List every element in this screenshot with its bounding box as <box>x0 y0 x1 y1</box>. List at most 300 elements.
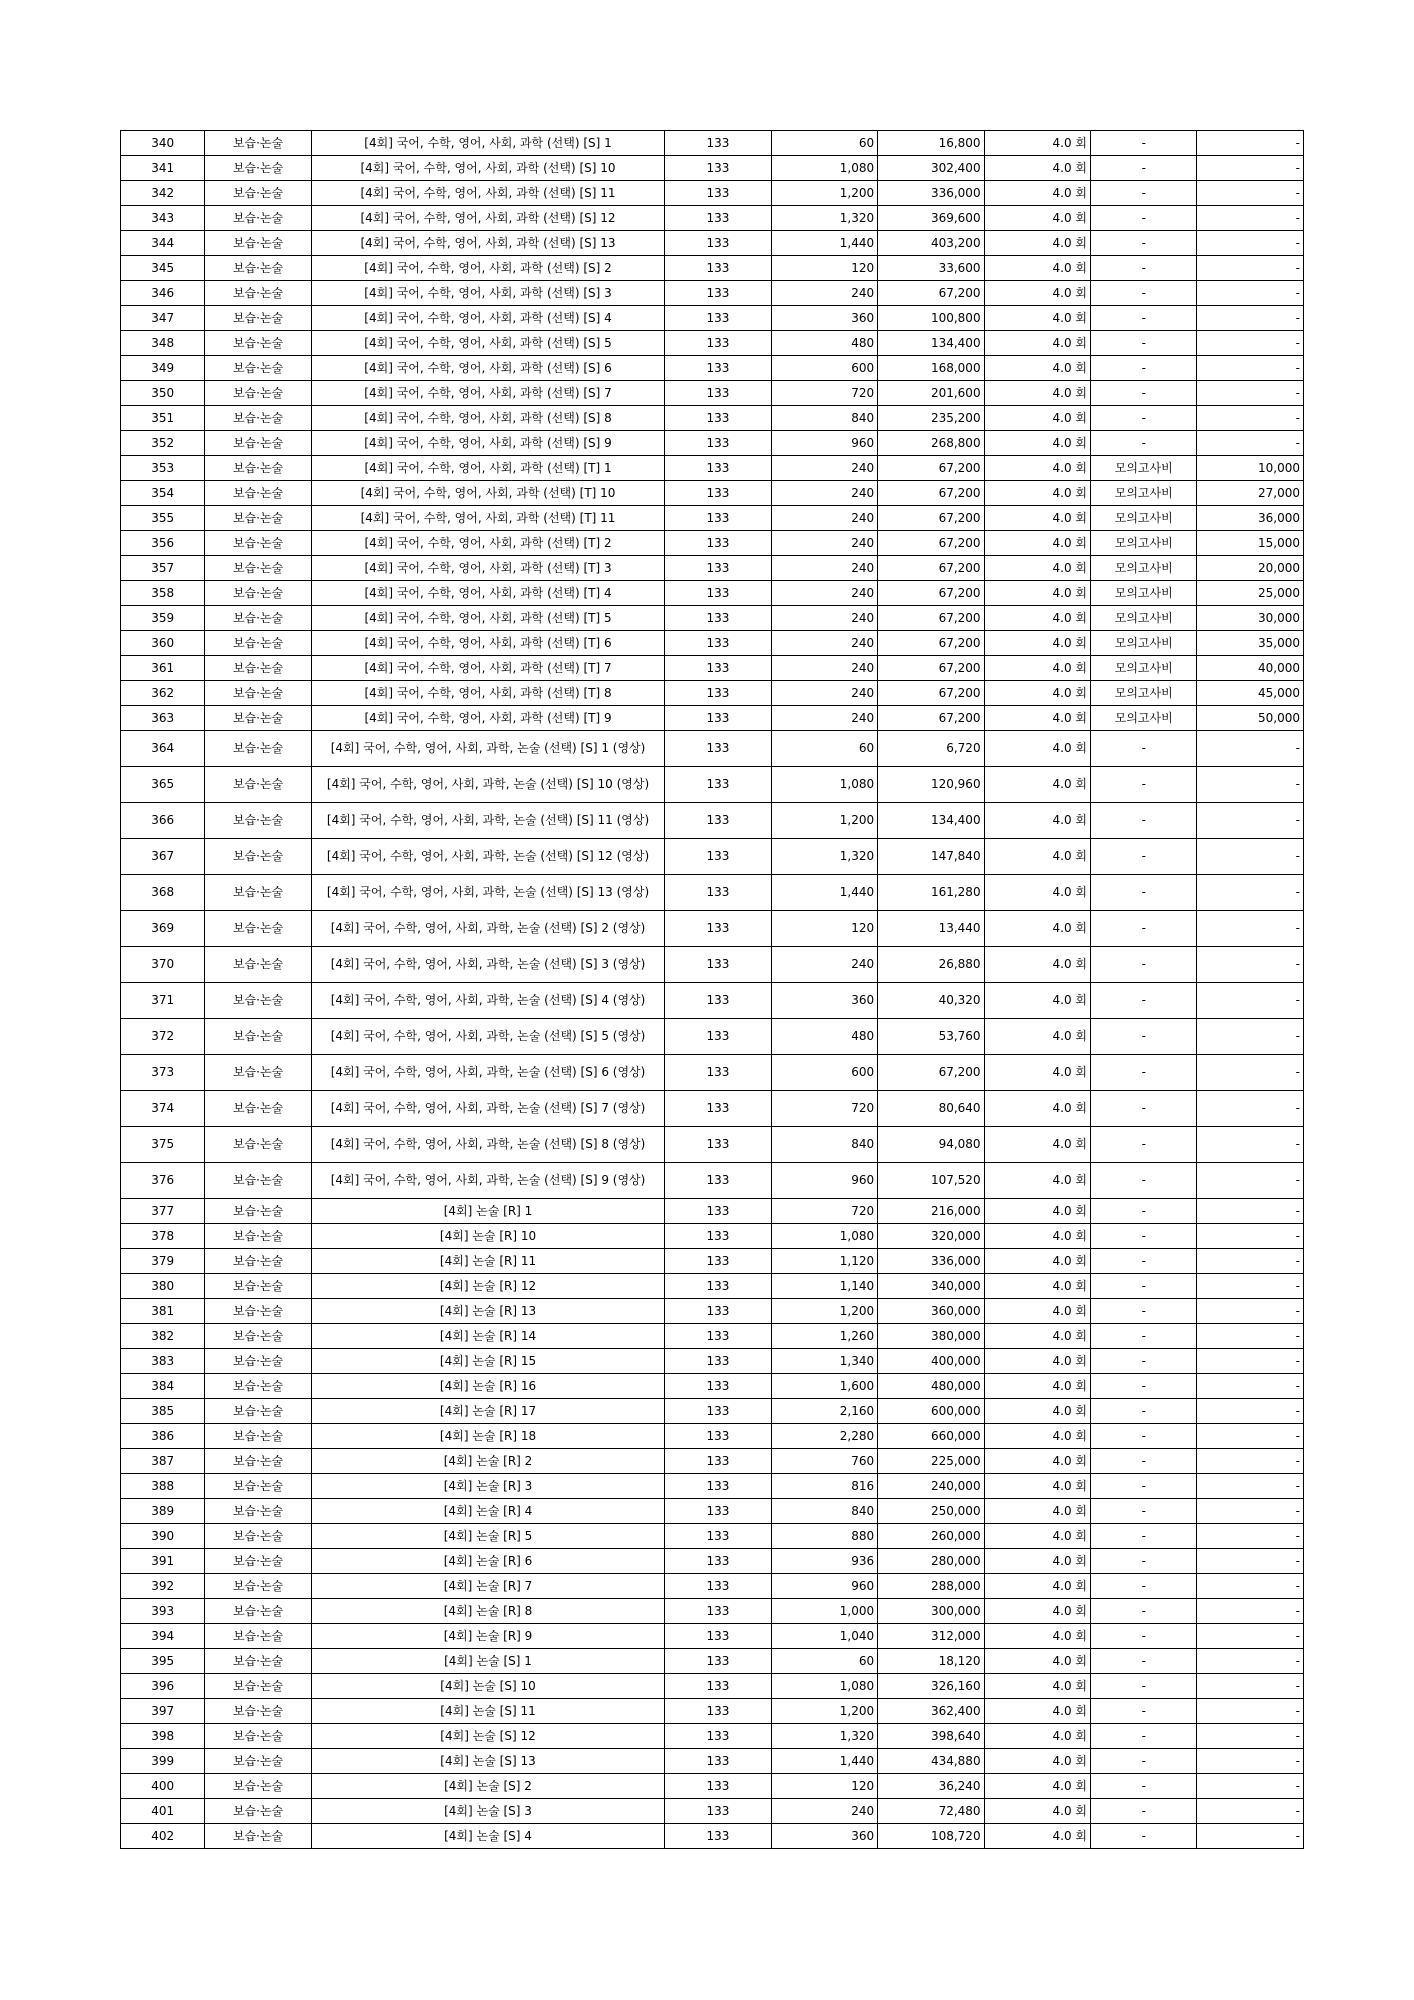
row-number: 401 <box>121 1799 205 1824</box>
course-name-cell: [4회] 논술 [R] 18 <box>311 1424 664 1449</box>
count-cell: 1,600 <box>771 1374 877 1399</box>
extra-fee-amount-cell: 30,000 <box>1197 606 1304 631</box>
sessions-cell: 4.0 회 <box>984 1824 1090 1849</box>
count-cell: 1,200 <box>771 1699 877 1724</box>
sessions-cell: 4.0 회 <box>984 1055 1090 1091</box>
extra-fee-amount-cell: 50,000 <box>1197 706 1304 731</box>
count-cell: 240 <box>771 1799 877 1824</box>
fee-cell: 67,200 <box>878 531 984 556</box>
count-cell: 720 <box>771 381 877 406</box>
table-row <box>121 606 1304 631</box>
instruction-hours-cell: 133 <box>665 181 771 206</box>
instruction-hours-cell: 133 <box>665 1449 771 1474</box>
extra-fee-amount-cell: - <box>1197 381 1304 406</box>
extra-fee-item-cell: - <box>1091 1055 1197 1091</box>
category-cell: 보습·논술 <box>205 767 311 803</box>
row-number: 370 <box>121 947 205 983</box>
category-cell: 보습·논술 <box>205 911 311 947</box>
course-name-cell: [4회] 국어, 수학, 영어, 사회, 과학 (선택) [S] 11 <box>311 181 664 206</box>
fee-cell: 33,600 <box>878 256 984 281</box>
extra-fee-item-cell: - <box>1091 1449 1197 1474</box>
extra-fee-item-cell: - <box>1091 156 1197 181</box>
instruction-hours-cell: 133 <box>665 156 771 181</box>
extra-fee-amount-cell: - <box>1197 281 1304 306</box>
fee-cell: 240,000 <box>878 1474 984 1499</box>
sessions-cell: 4.0 회 <box>984 206 1090 231</box>
row-number: 376 <box>121 1163 205 1199</box>
extra-fee-item-cell: - <box>1091 131 1197 156</box>
count-cell: 840 <box>771 1499 877 1524</box>
table-row <box>121 656 1304 681</box>
fee-cell: 434,880 <box>878 1749 984 1774</box>
extra-fee-item-cell: - <box>1091 983 1197 1019</box>
course-name-cell: [4회] 논술 [S] 3 <box>311 1799 664 1824</box>
course-name-cell: [4회] 논술 [R] 11 <box>311 1249 664 1274</box>
row-number: 384 <box>121 1374 205 1399</box>
fee-cell: 660,000 <box>878 1424 984 1449</box>
course-name-cell: [4회] 논술 [R] 16 <box>311 1374 664 1399</box>
sessions-cell: 4.0 회 <box>984 456 1090 481</box>
row-number: 341 <box>121 156 205 181</box>
extra-fee-amount-cell: - <box>1197 181 1304 206</box>
table-row <box>121 356 1304 381</box>
sessions-cell: 4.0 회 <box>984 947 1090 983</box>
instruction-hours-cell: 133 <box>665 1524 771 1549</box>
category-cell: 보습·논술 <box>205 1574 311 1599</box>
fee-cell: 380,000 <box>878 1324 984 1349</box>
count-cell: 840 <box>771 406 877 431</box>
category-cell: 보습·논술 <box>205 1524 311 1549</box>
instruction-hours-cell: 133 <box>665 911 771 947</box>
row-number: 344 <box>121 231 205 256</box>
course-name-cell: [4회] 국어, 수학, 영어, 사회, 과학 (선택) [S] 13 <box>311 231 664 256</box>
extra-fee-item-cell: 모의고사비 <box>1091 481 1197 506</box>
instruction-hours-cell: 133 <box>665 1163 771 1199</box>
row-number: 351 <box>121 406 205 431</box>
extra-fee-item-cell: - <box>1091 231 1197 256</box>
extra-fee-item-cell: - <box>1091 1599 1197 1624</box>
sessions-cell: 4.0 회 <box>984 1524 1090 1549</box>
row-number: 345 <box>121 256 205 281</box>
extra-fee-amount-cell: - <box>1197 1599 1304 1624</box>
row-number: 373 <box>121 1055 205 1091</box>
sessions-cell: 4.0 회 <box>984 1599 1090 1624</box>
category-cell: 보습·논술 <box>205 656 311 681</box>
instruction-hours-cell: 133 <box>665 1424 771 1449</box>
fee-cell: 67,200 <box>878 481 984 506</box>
row-number: 398 <box>121 1724 205 1749</box>
fee-cell: 360,000 <box>878 1299 984 1324</box>
sessions-cell: 4.0 회 <box>984 1449 1090 1474</box>
row-number: 352 <box>121 431 205 456</box>
course-name-cell: [4회] 논술 [R] 9 <box>311 1624 664 1649</box>
count-cell: 1,200 <box>771 181 877 206</box>
sessions-cell: 4.0 회 <box>984 306 1090 331</box>
extra-fee-item-cell: - <box>1091 1299 1197 1324</box>
extra-fee-item-cell: - <box>1091 1324 1197 1349</box>
instruction-hours-cell: 133 <box>665 1724 771 1749</box>
course-name-cell: [4회] 국어, 수학, 영어, 사회, 과학 (선택) [S] 3 <box>311 281 664 306</box>
fee-cell: 260,000 <box>878 1524 984 1549</box>
category-cell: 보습·논술 <box>205 1649 311 1674</box>
table-row <box>121 231 1304 256</box>
sessions-cell: 4.0 회 <box>984 731 1090 767</box>
instruction-hours-cell: 133 <box>665 656 771 681</box>
fee-cell: 300,000 <box>878 1599 984 1624</box>
extra-fee-amount-cell: - <box>1197 1424 1304 1449</box>
sessions-cell: 4.0 회 <box>984 1163 1090 1199</box>
count-cell: 240 <box>771 481 877 506</box>
count-cell: 120 <box>771 256 877 281</box>
fee-cell: 67,200 <box>878 506 984 531</box>
fee-cell: 161,280 <box>878 875 984 911</box>
course-name-cell: [4회] 국어, 수학, 영어, 사회, 과학 (선택) [S] 12 <box>311 206 664 231</box>
table-row <box>121 839 1304 875</box>
instruction-hours-cell: 133 <box>665 1374 771 1399</box>
course-name-cell: [4회] 논술 [S] 10 <box>311 1674 664 1699</box>
fee-cell: 67,200 <box>878 631 984 656</box>
instruction-hours-cell: 133 <box>665 1624 771 1649</box>
extra-fee-item-cell: - <box>1091 381 1197 406</box>
instruction-hours-cell: 133 <box>665 767 771 803</box>
extra-fee-amount-cell: - <box>1197 1091 1304 1127</box>
fee-cell: 288,000 <box>878 1574 984 1599</box>
table-row <box>121 1449 1304 1474</box>
row-number: 358 <box>121 581 205 606</box>
extra-fee-item-cell: - <box>1091 839 1197 875</box>
count-cell: 480 <box>771 1019 877 1055</box>
count-cell: 120 <box>771 1774 877 1799</box>
row-number: 377 <box>121 1199 205 1224</box>
extra-fee-item-cell: 모의고사비 <box>1091 606 1197 631</box>
row-number: 379 <box>121 1249 205 1274</box>
course-name-cell: [4회] 국어, 수학, 영어, 사회, 과학 (선택) [S] 6 <box>311 356 664 381</box>
table-row <box>121 1249 1304 1274</box>
row-number: 362 <box>121 681 205 706</box>
fee-cell: 216,000 <box>878 1199 984 1224</box>
count-cell: 1,320 <box>771 1724 877 1749</box>
sessions-cell: 4.0 회 <box>984 1274 1090 1299</box>
row-number: 383 <box>121 1349 205 1374</box>
instruction-hours-cell: 133 <box>665 1091 771 1127</box>
sessions-cell: 4.0 회 <box>984 506 1090 531</box>
table-row <box>121 1055 1304 1091</box>
instruction-hours-cell: 133 <box>665 206 771 231</box>
extra-fee-item-cell: - <box>1091 1224 1197 1249</box>
extra-fee-item-cell: - <box>1091 1374 1197 1399</box>
extra-fee-amount-cell: - <box>1197 1019 1304 1055</box>
course-name-cell: [4회] 논술 [R] 8 <box>311 1599 664 1624</box>
sessions-cell: 4.0 회 <box>984 839 1090 875</box>
instruction-hours-cell: 133 <box>665 1055 771 1091</box>
row-number: 387 <box>121 1449 205 1474</box>
row-number: 369 <box>121 911 205 947</box>
sessions-cell: 4.0 회 <box>984 1724 1090 1749</box>
count-cell: 1,140 <box>771 1274 877 1299</box>
instruction-hours-cell: 133 <box>665 1649 771 1674</box>
table-row <box>121 1574 1304 1599</box>
row-number: 381 <box>121 1299 205 1324</box>
extra-fee-item-cell: 모의고사비 <box>1091 681 1197 706</box>
course-name-cell: [4회] 논술 [R] 13 <box>311 1299 664 1324</box>
table-row <box>121 181 1304 206</box>
fee-cell: 403,200 <box>878 231 984 256</box>
extra-fee-amount-cell: - <box>1197 1163 1304 1199</box>
category-cell: 보습·논술 <box>205 256 311 281</box>
row-number: 380 <box>121 1274 205 1299</box>
extra-fee-amount-cell: - <box>1197 131 1304 156</box>
category-cell: 보습·논술 <box>205 1424 311 1449</box>
sessions-cell: 4.0 회 <box>984 531 1090 556</box>
sessions-cell: 4.0 회 <box>984 656 1090 681</box>
fee-cell: 134,400 <box>878 803 984 839</box>
course-name-cell: [4회] 국어, 수학, 영어, 사회, 과학, 논술 (선택) [S] 2 (영상) <box>311 911 664 947</box>
category-cell: 보습·논술 <box>205 281 311 306</box>
instruction-hours-cell: 133 <box>665 1224 771 1249</box>
fee-cell: 13,440 <box>878 911 984 947</box>
course-name-cell: [4회] 국어, 수학, 영어, 사회, 과학, 논술 (선택) [S] 9 (영상) <box>311 1163 664 1199</box>
row-number: 395 <box>121 1649 205 1674</box>
count-cell: 240 <box>771 947 877 983</box>
fee-cell: 67,200 <box>878 281 984 306</box>
extra-fee-amount-cell: - <box>1197 1749 1304 1774</box>
extra-fee-amount-cell: - <box>1197 1474 1304 1499</box>
table-row <box>121 1774 1304 1799</box>
extra-fee-item-cell: - <box>1091 306 1197 331</box>
course-name-cell: [4회] 국어, 수학, 영어, 사회, 과학 (선택) [T] 9 <box>311 706 664 731</box>
course-name-cell: [4회] 논술 [R] 6 <box>311 1549 664 1574</box>
extra-fee-amount-cell: - <box>1197 1624 1304 1649</box>
row-number: 375 <box>121 1127 205 1163</box>
course-name-cell: [4회] 국어, 수학, 영어, 사회, 과학 (선택) [T] 10 <box>311 481 664 506</box>
course-name-cell: [4회] 국어, 수학, 영어, 사회, 과학 (선택) [S] 4 <box>311 306 664 331</box>
table-row <box>121 1374 1304 1399</box>
instruction-hours-cell: 133 <box>665 481 771 506</box>
extra-fee-item-cell: - <box>1091 1474 1197 1499</box>
instruction-hours-cell: 133 <box>665 839 771 875</box>
extra-fee-amount-cell: - <box>1197 983 1304 1019</box>
sessions-cell: 4.0 회 <box>984 1399 1090 1424</box>
course-name-cell: [4회] 논술 [R] 1 <box>311 1199 664 1224</box>
course-name-cell: [4회] 논술 [S] 2 <box>311 1774 664 1799</box>
row-number: 392 <box>121 1574 205 1599</box>
sessions-cell: 4.0 회 <box>984 911 1090 947</box>
fee-cell: 80,640 <box>878 1091 984 1127</box>
count-cell: 360 <box>771 983 877 1019</box>
table-row <box>121 131 1304 156</box>
fee-cell: 67,200 <box>878 706 984 731</box>
fee-cell: 107,520 <box>878 1163 984 1199</box>
sessions-cell: 4.0 회 <box>984 1774 1090 1799</box>
extra-fee-item-cell: 모의고사비 <box>1091 556 1197 581</box>
sessions-cell: 4.0 회 <box>984 1249 1090 1274</box>
course-name-cell: [4회] 국어, 수학, 영어, 사회, 과학 (선택) [T] 5 <box>311 606 664 631</box>
sessions-cell: 4.0 회 <box>984 1374 1090 1399</box>
count-cell: 1,340 <box>771 1349 877 1374</box>
instruction-hours-cell: 133 <box>665 1324 771 1349</box>
fee-cell: 72,480 <box>878 1799 984 1824</box>
category-cell: 보습·논술 <box>205 1474 311 1499</box>
fee-cell: 6,720 <box>878 731 984 767</box>
row-number: 350 <box>121 381 205 406</box>
fee-cell: 18,120 <box>878 1649 984 1674</box>
count-cell: 240 <box>771 581 877 606</box>
instruction-hours-cell: 133 <box>665 581 771 606</box>
table-row <box>121 803 1304 839</box>
category-cell: 보습·논술 <box>205 947 311 983</box>
instruction-hours-cell: 133 <box>665 606 771 631</box>
extra-fee-item-cell: - <box>1091 1524 1197 1549</box>
course-name-cell: [4회] 논술 [R] 14 <box>311 1324 664 1349</box>
instruction-hours-cell: 133 <box>665 1274 771 1299</box>
sessions-cell: 4.0 회 <box>984 581 1090 606</box>
fee-cell: 268,800 <box>878 431 984 456</box>
course-name-cell: [4회] 국어, 수학, 영어, 사회, 과학 (선택) [S] 10 <box>311 156 664 181</box>
table-row <box>121 206 1304 231</box>
count-cell: 1,200 <box>771 803 877 839</box>
course-name-cell: [4회] 논술 [R] 15 <box>311 1349 664 1374</box>
row-number: 366 <box>121 803 205 839</box>
table-row <box>121 1799 1304 1824</box>
extra-fee-amount-cell: 20,000 <box>1197 556 1304 581</box>
row-number: 400 <box>121 1774 205 1799</box>
table-row <box>121 456 1304 481</box>
extra-fee-amount-cell: - <box>1197 1774 1304 1799</box>
category-cell: 보습·논술 <box>205 706 311 731</box>
fee-cell: 147,840 <box>878 839 984 875</box>
count-cell: 60 <box>771 131 877 156</box>
category-cell: 보습·논술 <box>205 1224 311 1249</box>
row-number: 374 <box>121 1091 205 1127</box>
row-number: 388 <box>121 1474 205 1499</box>
fee-cell: 120,960 <box>878 767 984 803</box>
table-row <box>121 1224 1304 1249</box>
instruction-hours-cell: 133 <box>665 1774 771 1799</box>
extra-fee-amount-cell: - <box>1197 1199 1304 1224</box>
fee-cell: 16,800 <box>878 131 984 156</box>
course-name-cell: [4회] 국어, 수학, 영어, 사회, 과학 (선택) [T] 8 <box>311 681 664 706</box>
instruction-hours-cell: 133 <box>665 306 771 331</box>
table-row <box>121 1199 1304 1224</box>
course-name-cell: [4회] 국어, 수학, 영어, 사회, 과학 (선택) [T] 11 <box>311 506 664 531</box>
course-name-cell: [4회] 논술 [R] 2 <box>311 1449 664 1474</box>
fee-cell: 336,000 <box>878 181 984 206</box>
count-cell: 2,160 <box>771 1399 877 1424</box>
table-row <box>121 506 1304 531</box>
sessions-cell: 4.0 회 <box>984 281 1090 306</box>
table-row <box>121 1474 1304 1499</box>
category-cell: 보습·논술 <box>205 206 311 231</box>
course-name-cell: [4회] 논술 [R] 12 <box>311 1274 664 1299</box>
category-cell: 보습·논술 <box>205 231 311 256</box>
extra-fee-item-cell: - <box>1091 911 1197 947</box>
row-number: 357 <box>121 556 205 581</box>
extra-fee-item-cell: 모의고사비 <box>1091 581 1197 606</box>
count-cell: 240 <box>771 656 877 681</box>
count-cell: 240 <box>771 506 877 531</box>
fee-cell: 398,640 <box>878 1724 984 1749</box>
category-cell: 보습·논술 <box>205 331 311 356</box>
extra-fee-item-cell: 모의고사비 <box>1091 656 1197 681</box>
count-cell: 600 <box>771 1055 877 1091</box>
extra-fee-amount-cell: - <box>1197 431 1304 456</box>
sessions-cell: 4.0 회 <box>984 1299 1090 1324</box>
count-cell: 760 <box>771 1449 877 1474</box>
extra-fee-item-cell: - <box>1091 181 1197 206</box>
sessions-cell: 4.0 회 <box>984 1799 1090 1824</box>
extra-fee-amount-cell: - <box>1197 1449 1304 1474</box>
extra-fee-amount-cell: - <box>1197 1524 1304 1549</box>
extra-fee-amount-cell: - <box>1197 1549 1304 1574</box>
instruction-hours-cell: 133 <box>665 875 771 911</box>
course-name-cell: [4회] 논술 [R] 3 <box>311 1474 664 1499</box>
table-row <box>121 1699 1304 1724</box>
extra-fee-item-cell: - <box>1091 356 1197 381</box>
count-cell: 240 <box>771 556 877 581</box>
table-row <box>121 1127 1304 1163</box>
category-cell: 보습·논술 <box>205 406 311 431</box>
instruction-hours-cell: 133 <box>665 506 771 531</box>
table-row <box>121 1524 1304 1549</box>
instruction-hours-cell: 133 <box>665 1549 771 1574</box>
row-number: 389 <box>121 1499 205 1524</box>
fee-cell: 326,160 <box>878 1674 984 1699</box>
instruction-hours-cell: 133 <box>665 1674 771 1699</box>
extra-fee-amount-cell: - <box>1197 1399 1304 1424</box>
row-number: 348 <box>121 331 205 356</box>
count-cell: 936 <box>771 1549 877 1574</box>
course-name-cell: [4회] 국어, 수학, 영어, 사회, 과학, 논술 (선택) [S] 5 (영상) <box>311 1019 664 1055</box>
fee-cell: 250,000 <box>878 1499 984 1524</box>
category-cell: 보습·논술 <box>205 1624 311 1649</box>
extra-fee-amount-cell: - <box>1197 1724 1304 1749</box>
fee-cell: 225,000 <box>878 1449 984 1474</box>
instruction-hours-cell: 133 <box>665 1299 771 1324</box>
extra-fee-amount-cell: - <box>1197 767 1304 803</box>
extra-fee-amount-cell: - <box>1197 1055 1304 1091</box>
category-cell: 보습·논술 <box>205 1774 311 1799</box>
extra-fee-amount-cell: - <box>1197 839 1304 875</box>
table-row <box>121 156 1304 181</box>
category-cell: 보습·논술 <box>205 1599 311 1624</box>
category-cell: 보습·논술 <box>205 1374 311 1399</box>
instruction-hours-cell: 133 <box>665 1749 771 1774</box>
extra-fee-item-cell: - <box>1091 1163 1197 1199</box>
category-cell: 보습·논술 <box>205 839 311 875</box>
table-row <box>121 1324 1304 1349</box>
fee-cell: 400,000 <box>878 1349 984 1374</box>
fee-cell: 362,400 <box>878 1699 984 1724</box>
fee-table <box>120 130 1304 1849</box>
table-row <box>121 731 1304 767</box>
table-row <box>121 1649 1304 1674</box>
sessions-cell: 4.0 회 <box>984 181 1090 206</box>
row-number: 355 <box>121 506 205 531</box>
sessions-cell: 4.0 회 <box>984 631 1090 656</box>
count-cell: 240 <box>771 281 877 306</box>
extra-fee-item-cell: - <box>1091 731 1197 767</box>
count-cell: 1,080 <box>771 156 877 181</box>
fee-cell: 369,600 <box>878 206 984 231</box>
extra-fee-amount-cell: - <box>1197 911 1304 947</box>
fee-cell: 480,000 <box>878 1374 984 1399</box>
extra-fee-item-cell: - <box>1091 1674 1197 1699</box>
category-cell: 보습·논술 <box>205 631 311 656</box>
row-number: 391 <box>121 1549 205 1574</box>
category-cell: 보습·논술 <box>205 1499 311 1524</box>
sessions-cell: 4.0 회 <box>984 1624 1090 1649</box>
row-number: 342 <box>121 181 205 206</box>
